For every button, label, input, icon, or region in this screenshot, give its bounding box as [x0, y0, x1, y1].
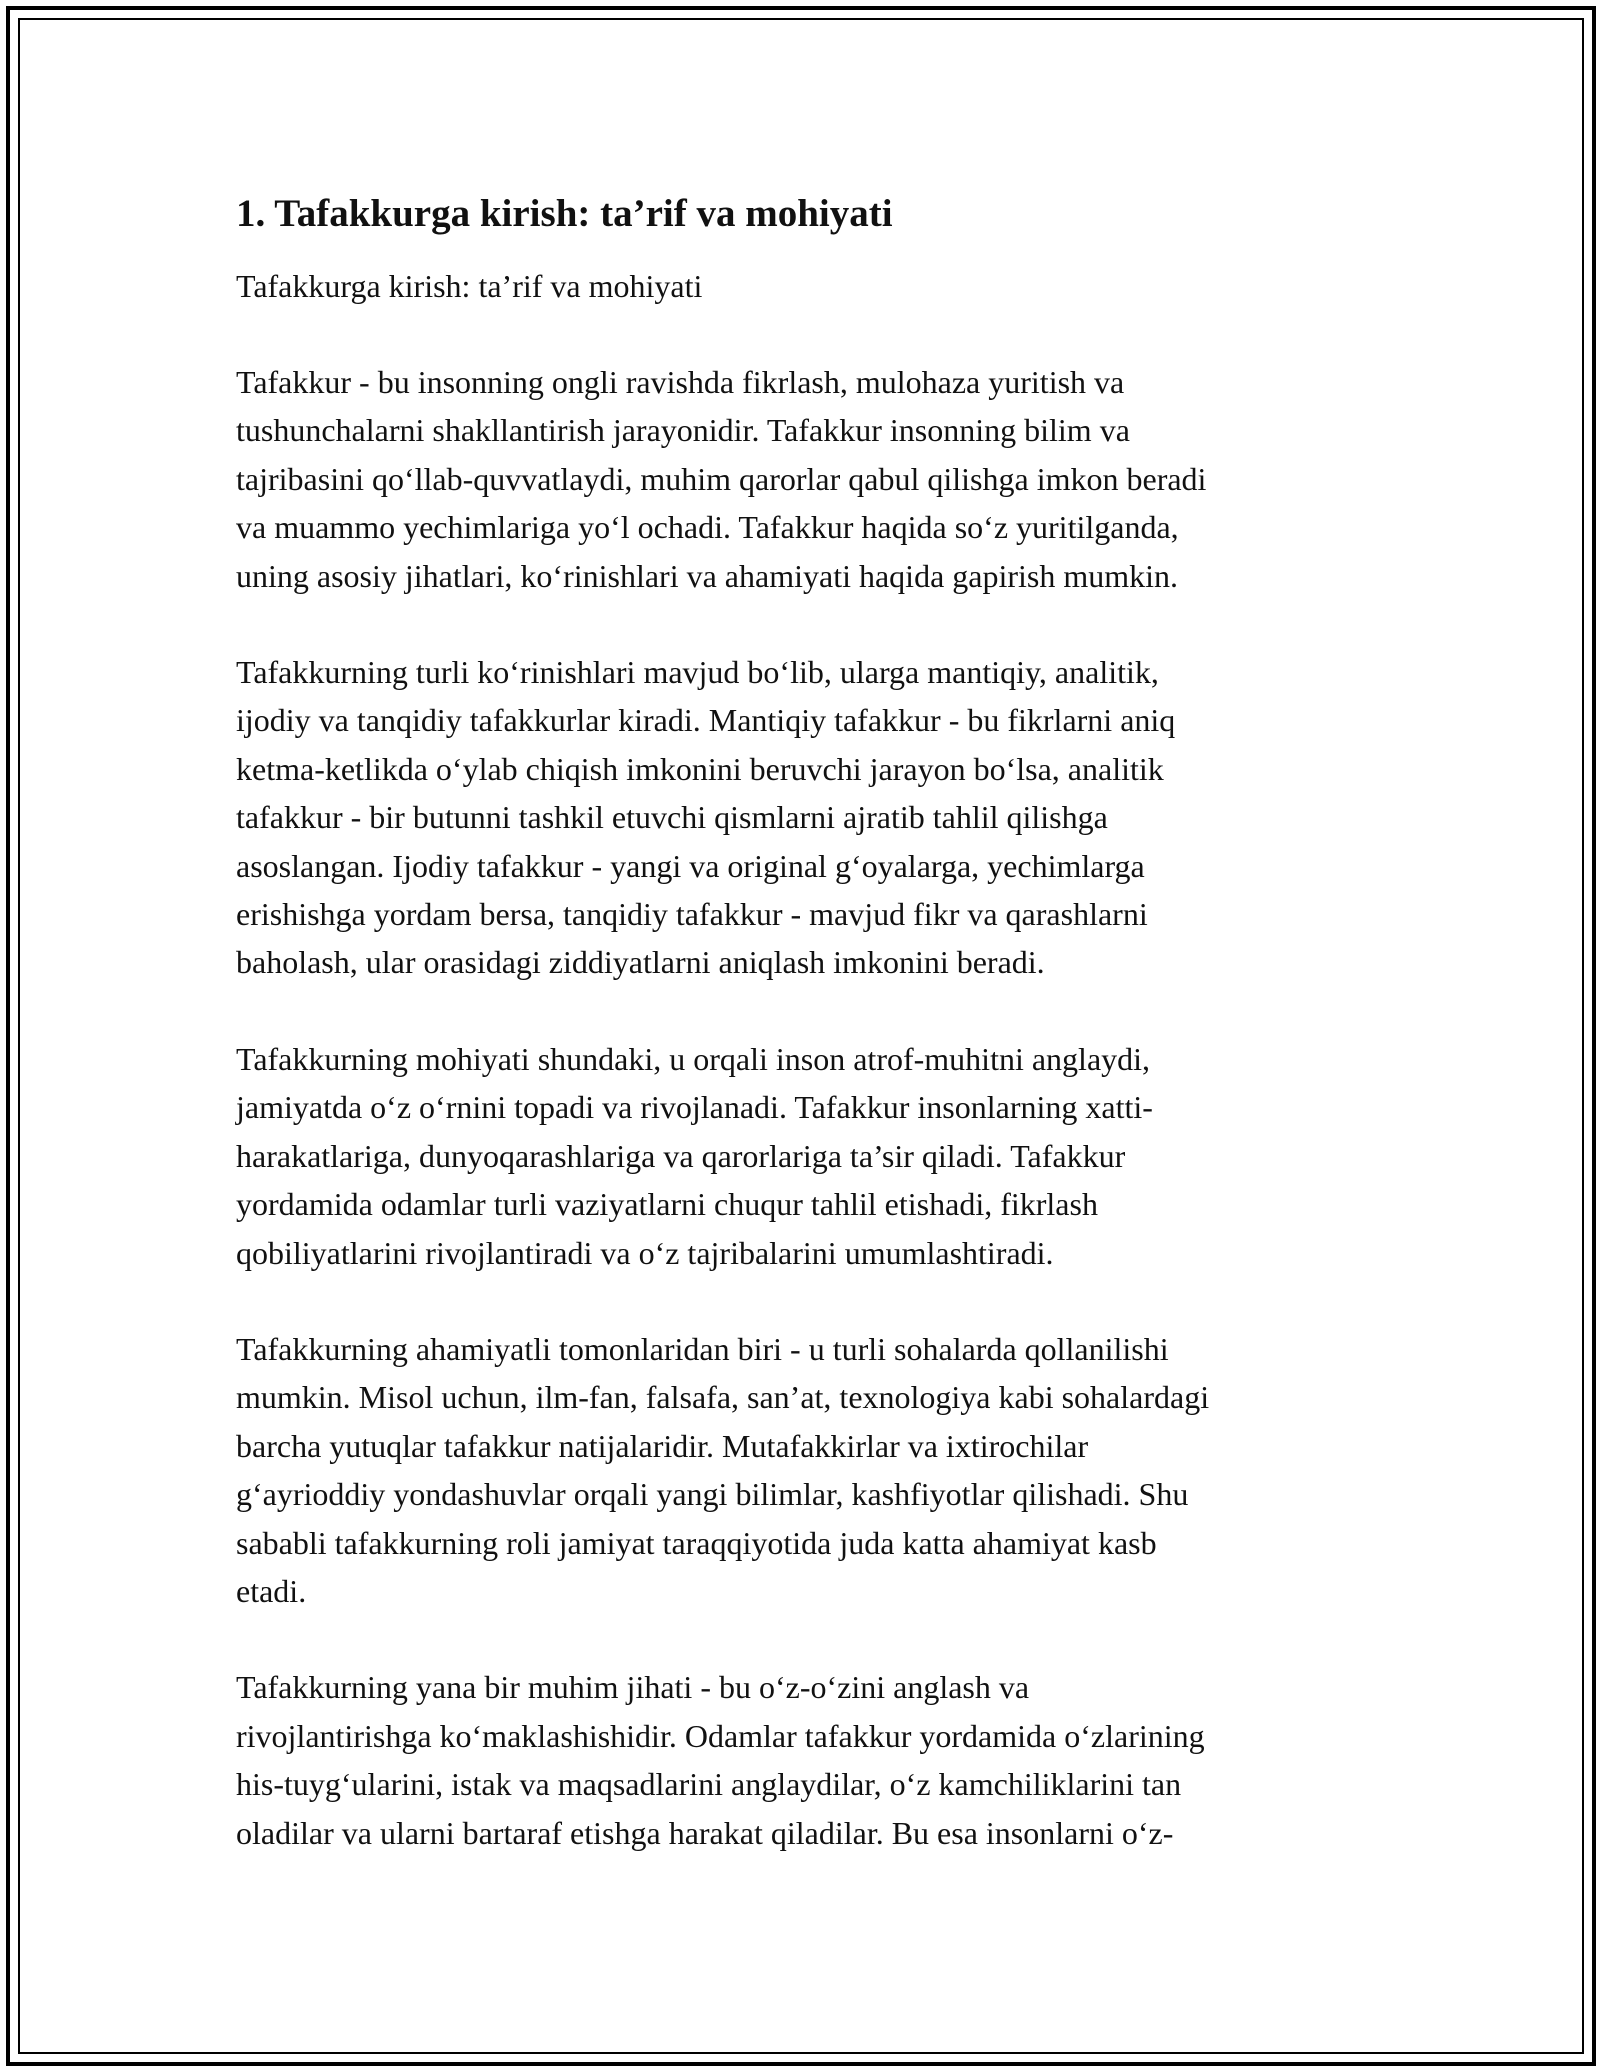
text-line: tushunchalarni shakllantirish jarayonidir. Tafakkur insonning bilim va — [236, 412, 1130, 449]
text-line: yordamida odamlar turli vaziyatlarni chuqur tahlil etishadi, fikrlash — [236, 1186, 1098, 1223]
paragraph-essence — [236, 1035, 1376, 1277]
text-line: ijodiy va tanqidiy tafakkurlar kiradi. Mantiqiy tafakkur - bu fikrlarni aniq — [236, 702, 1176, 739]
text-line: etadi. — [236, 1572, 307, 1609]
text-line: rivojlantirishga ko‘maklashishidir. Odamlar tafakkur yordamida o‘zlarining — [236, 1717, 1205, 1754]
paragraph-definition — [236, 358, 1376, 600]
text-line: sababli tafakkurning roli jamiyat taraqqiyotida juda katta ahamiyat kasb — [236, 1524, 1157, 1561]
text-line: jamiyatda o‘z o‘rnini topadi va rivojlanadi. Tafakkur insonlarning xatti- — [236, 1089, 1153, 1126]
text-line: mumkin. Misol uchun, ilm-fan, falsafa, san’at, texnologiya kabi sohalardagi — [236, 1379, 1210, 1416]
document-body — [236, 188, 1376, 1905]
text-line: tafakkur - bir butunni tashkil etuvchi qismlarni ajratib tahlil qilishga — [236, 799, 1108, 836]
text-line: erishishga yordam bersa, tanqidiy tafakkur - mavjud fikr va qarashlarni — [236, 896, 1148, 933]
text-line: ketma-ketlikda o‘ylab chiqish imkonini beruvchi jarayon bo‘lsa, analitik — [236, 750, 1164, 787]
text-line: oladilar va ularni bartaraf etishga harakat qiladilar. Bu esa insonlarni o‘z- — [236, 1814, 1174, 1851]
text-line: g‘ayrioddiy yondashuvlar orqali yangi bilimlar, kashfiyotlar qilishadi. Shu — [236, 1476, 1189, 1513]
text-line: va muammo yechimlariga yo‘l ochadi. Tafakkur haqida so‘z yuritilganda, — [236, 509, 1179, 546]
text-line: tajribasini qo‘llab-quvvatlaydi, muhim qarorlar qabul qilishga imkon beradi — [236, 460, 1207, 497]
paragraph-self-awareness — [236, 1663, 1376, 1857]
text-line: baholash, ular orasidagi ziddiyatlarni aniqlash imkonini beradi. — [236, 944, 1045, 981]
paragraph-significance — [236, 1325, 1376, 1615]
paragraph-types — [236, 648, 1376, 987]
text-line: harakatlariga, dunyoqarashlariga va qarorlariga ta’sir qiladi. Tafakkur — [236, 1137, 1126, 1174]
section-subheading: Tafakkurga kirish: ta’rif va mohiyati — [236, 268, 703, 304]
text-line: Tafakkurning mohiyati shundaki, u orqali inson atrof-muhitni anglaydi, — [236, 1040, 1151, 1077]
text-line: Tafakkurning yana bir muhim jihati - bu o‘z-o‘zini anglash va — [236, 1669, 1030, 1706]
text-line: uning asosiy jihatlari, ko‘rinishlari va ahamiyati haqida gapirish mumkin. — [236, 557, 1179, 594]
text-line: his-tuyg‘ularini, istak va maqsadlarini anglaydilar, o‘z kamchiliklarini tan — [236, 1766, 1182, 1803]
text-line: Tafakkur - bu insonning ongli ravishda fikrlash, mulohaza yuritish va — [236, 364, 1125, 400]
text-line: barcha yutuqlar tafakkur natijalaridir. Mutafakkirlar va ixtirochilar — [236, 1427, 1089, 1464]
text-line: Tafakkurning ahamiyatli tomonlaridan biri - u turli sohalarda qollanilishi — [236, 1330, 1169, 1367]
text-line: Tafakkurning turli ko‘rinishlari mavjud bo‘lib, ularga mantiqiy, analitik, — [236, 654, 1159, 691]
section-heading: 1. Tafakkurga kirish: ta’rif va mohiyati — [236, 192, 893, 235]
text-line: asoslangan. Ijodiy tafakkur - yangi va original g‘oyalarga, yechimlarga — [236, 847, 1145, 884]
text-line: qobiliyatlarini rivojlantiradi va o‘z tajribalarini umumlashtiradi. — [236, 1234, 1054, 1271]
